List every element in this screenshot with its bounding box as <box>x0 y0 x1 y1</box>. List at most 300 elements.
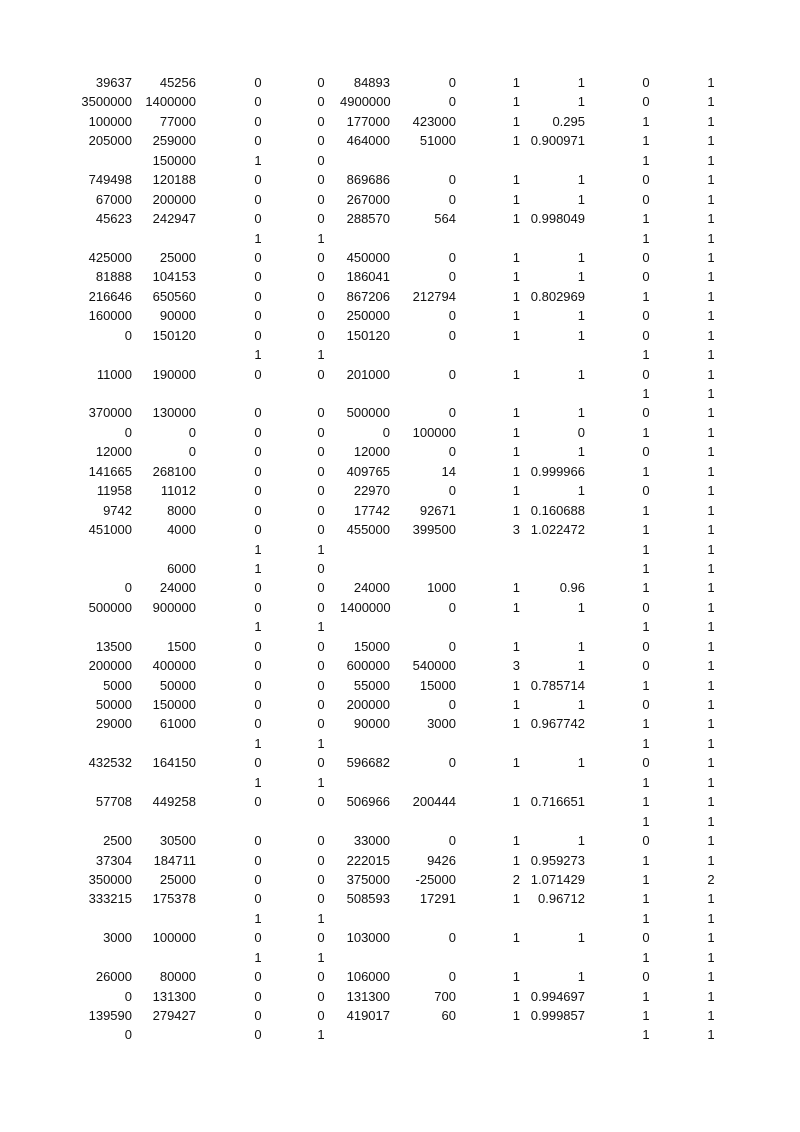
table-cell-col4: 1 <box>317 735 325 751</box>
table-cell-col3: 0 <box>254 580 262 596</box>
table-cell-col7: 1 <box>512 502 520 518</box>
table-cell-col3: 0 <box>254 930 262 946</box>
table-cell-col1: 29000 <box>95 716 132 732</box>
table-cell-col1: 0 <box>124 327 132 343</box>
table-cell-col5: 455000 <box>346 522 390 538</box>
table-cell-col4: 0 <box>317 969 325 985</box>
table-cell-col10: 1 <box>707 366 715 382</box>
table-cell-col9: 1 <box>642 211 650 227</box>
table-cell-col10: 1 <box>707 230 715 246</box>
table-cell-col7: 1 <box>512 677 520 693</box>
table-cell-col5: 596682 <box>346 755 390 771</box>
table-cell-col3: 0 <box>254 463 262 479</box>
table-cell-col7: 1 <box>512 697 520 712</box>
table-cell-col4: 0 <box>317 502 325 518</box>
table-cell-col10: 1 <box>707 424 715 440</box>
table-cell-col10: 1 <box>707 327 715 343</box>
table-cell-col10: 1 <box>707 969 715 985</box>
table-cell-col10: 1 <box>707 560 715 576</box>
table-cell-col6: 0 <box>448 75 456 90</box>
table-cell-col3: 0 <box>254 716 262 732</box>
table-cell-col5: 106000 <box>346 969 390 985</box>
table-cell-col8: 1 <box>577 755 585 771</box>
table-cell-col5: 869686 <box>346 172 390 188</box>
table-cell-col2: 268100 <box>152 463 196 479</box>
table-cell-col3: 0 <box>254 755 262 771</box>
table-cell-col3: 0 <box>254 1027 262 1043</box>
table-cell-col5: 506966 <box>346 794 390 810</box>
table-cell-col4: 1 <box>317 1027 325 1043</box>
table-cell-col10: 1 <box>707 697 715 712</box>
table-cell-col10: 1 <box>707 599 715 615</box>
table-cell-col1: 3000 <box>103 930 132 946</box>
table-cell-col8: 0.785714 <box>530 677 585 693</box>
table-cell-col9: 1 <box>642 541 650 557</box>
table-cell-col4: 0 <box>317 930 325 946</box>
table-cell-col8: 0.959273 <box>530 852 585 868</box>
table-cell-col10: 1 <box>707 813 715 829</box>
table-cell-col8: 1 <box>577 308 585 324</box>
table-cell-col3: 0 <box>254 366 262 382</box>
table-cell-col10: 1 <box>707 152 715 168</box>
table-cell-col3: 1 <box>254 541 262 557</box>
table-cell-col1: 205000 <box>88 133 132 149</box>
table-cell-col2: 0 <box>188 444 196 460</box>
table-cell-col4: 0 <box>317 638 325 654</box>
table-cell-col10: 1 <box>707 716 715 732</box>
table-cell-col2: 242947 <box>152 211 196 227</box>
table-cell-col4: 0 <box>317 269 325 285</box>
table-cell-col4: 1 <box>317 619 325 635</box>
table-cell-col10: 1 <box>707 269 715 285</box>
table-cell-col1: 0 <box>124 1027 132 1043</box>
table-cell-col8: 1.071429 <box>530 871 585 887</box>
table-cell-col10: 1 <box>707 483 715 499</box>
table-cell-col4: 0 <box>317 94 325 110</box>
table-cell-col3: 0 <box>254 1008 262 1023</box>
table-cell-col6: 0 <box>448 327 456 343</box>
table-cell-col2: 650560 <box>152 288 196 304</box>
table-cell-col8: 0.96712 <box>538 891 585 907</box>
table-cell-col5: 500000 <box>346 405 390 421</box>
table-cell-col3: 0 <box>254 697 262 712</box>
table-cell-col3: 0 <box>254 522 262 538</box>
table-cell-col4: 1 <box>317 774 325 790</box>
table-cell-col4: 0 <box>317 211 325 227</box>
table-cell-col9: 0 <box>642 833 650 849</box>
table-cell-col10: 1 <box>707 288 715 304</box>
table-cell-col6: 0 <box>448 269 456 285</box>
table-cell-col5: 867206 <box>346 288 390 304</box>
table-cell-col10: 1 <box>707 308 715 324</box>
table-cell-col6: 1000 <box>427 580 456 596</box>
table-cell-col10: 1 <box>707 522 715 538</box>
table-cell-col3: 1 <box>254 347 262 363</box>
table-cell-col4: 0 <box>317 522 325 538</box>
table-cell-col4: 0 <box>317 424 325 440</box>
table-cell-col1: 5000 <box>103 677 132 693</box>
table-cell-col3: 0 <box>254 658 262 674</box>
table-cell-col3: 0 <box>254 891 262 907</box>
table-cell-col10: 1 <box>707 794 715 810</box>
table-cell-col3: 0 <box>254 133 262 149</box>
table-cell-col2: 175378 <box>152 891 196 907</box>
table-cell-col10: 1 <box>707 133 715 149</box>
table-cell-col9: 1 <box>642 891 650 907</box>
table-cell-col7: 1 <box>512 988 520 1004</box>
table-cell-col3: 1 <box>254 619 262 635</box>
table-cell-col2: 25000 <box>159 871 196 887</box>
table-cell-col6: 0 <box>448 94 456 110</box>
table-cell-col5: 267000 <box>346 191 390 207</box>
table-cell-col8: 0 <box>577 424 585 440</box>
table-cell-col5: 90000 <box>353 716 390 732</box>
table-cell-col7: 1 <box>512 172 520 188</box>
table-cell-col9: 1 <box>642 113 650 129</box>
table-cell-col3: 0 <box>254 833 262 849</box>
table-cell-col8: 1 <box>577 75 585 90</box>
table-cell-col6: 0 <box>448 969 456 985</box>
table-cell-col8: 1 <box>577 969 585 985</box>
table-cell-col7: 1 <box>512 269 520 285</box>
table-cell-col1: 50000 <box>95 697 132 712</box>
table-cell-col9: 0 <box>642 327 650 343</box>
table-cell-col10: 1 <box>707 94 715 110</box>
table-cell-col1: 9742 <box>103 502 132 518</box>
table-cell-col9: 1 <box>642 424 650 440</box>
table-cell-col6: 51000 <box>419 133 456 149</box>
table-cell-col4: 0 <box>317 988 325 1004</box>
table-cell-col8: 1 <box>577 249 585 265</box>
table-cell-col4: 1 <box>317 541 325 557</box>
table-cell-col4: 0 <box>317 308 325 324</box>
table-cell-col7: 1 <box>512 308 520 324</box>
table-cell-col2: 900000 <box>152 599 196 615</box>
table-cell-col8: 1 <box>577 405 585 421</box>
table-cell-col10: 1 <box>707 658 715 674</box>
table-cell-col1: 216646 <box>88 288 132 304</box>
table-cell-col3: 1 <box>254 152 262 168</box>
table-cell-col1: 425000 <box>88 249 132 265</box>
table-cell-col3: 0 <box>254 94 262 110</box>
table-cell-col7: 1 <box>512 249 520 265</box>
table-cell-col2: 61000 <box>159 716 196 732</box>
table-cell-col2: 50000 <box>159 677 196 693</box>
table-cell-col9: 1 <box>642 871 650 887</box>
table-cell-col7: 1 <box>512 930 520 946</box>
table-cell-col3: 0 <box>254 269 262 285</box>
table-cell-col3: 0 <box>254 988 262 1004</box>
table-cell-col6: 0 <box>448 444 456 460</box>
table-cell-col6: 200444 <box>412 794 456 810</box>
table-cell-col3: 0 <box>254 288 262 304</box>
table-cell-col5: 33000 <box>353 833 390 849</box>
table-cell-col4: 0 <box>317 1008 325 1023</box>
table-cell-col4: 0 <box>317 327 325 343</box>
table-cell-col9: 0 <box>642 308 650 324</box>
table-cell-col3: 1 <box>254 910 262 926</box>
table-cell-col2: 150120 <box>152 327 196 343</box>
table-cell-col7: 1 <box>512 969 520 985</box>
table-cell-col1: 81888 <box>95 269 132 285</box>
table-cell-col10: 1 <box>707 891 715 907</box>
table-cell-col1: 432532 <box>88 755 132 771</box>
table-cell-col4: 1 <box>317 347 325 363</box>
table-cell-col3: 0 <box>254 871 262 887</box>
table-cell-col5: 600000 <box>346 658 390 674</box>
table-cell-col9: 0 <box>642 94 650 110</box>
table-cell-col1: 500000 <box>88 599 132 615</box>
table-cell-col6: 0 <box>448 172 456 188</box>
table-cell-col4: 0 <box>317 852 325 868</box>
table-cell-col3: 0 <box>254 502 262 518</box>
table-cell-col1: 45623 <box>95 211 132 227</box>
table-cell-col8: 1.022472 <box>530 522 585 538</box>
table-cell-col6: 0 <box>448 833 456 849</box>
table-cell-col9: 0 <box>642 658 650 674</box>
table-cell-col10: 1 <box>707 580 715 596</box>
table-cell-col3: 0 <box>254 444 262 460</box>
table-cell-col10: 1 <box>707 211 715 227</box>
table-cell-col6: 0 <box>448 697 456 712</box>
table-cell-col4: 0 <box>317 191 325 207</box>
table-cell-col5: 15000 <box>353 638 390 654</box>
table-cell-col2: 150000 <box>152 697 196 712</box>
table-cell-col10: 1 <box>707 444 715 460</box>
table-cell-col9: 0 <box>642 697 650 712</box>
table-cell-col8: 1 <box>577 172 585 188</box>
table-cell-col1: 0 <box>124 988 132 1004</box>
table-cell-col7: 1 <box>512 794 520 810</box>
table-cell-col6: 212794 <box>412 288 456 304</box>
table-cell-col1: 451000 <box>88 522 132 538</box>
table-cell-col7: 1 <box>512 75 520 90</box>
table-cell-col8: 1 <box>577 327 585 343</box>
table-cell-col10: 1 <box>707 113 715 129</box>
table-cell-col9: 1 <box>642 949 650 965</box>
table-cell-col5: 464000 <box>346 133 390 149</box>
table-cell-col7: 1 <box>512 599 520 615</box>
table-cell-col7: 1 <box>512 1008 520 1023</box>
table-cell-col2: 279427 <box>152 1008 196 1023</box>
table-cell-col3: 1 <box>254 560 262 576</box>
table-cell-col10: 1 <box>707 249 715 265</box>
table-cell-col8: 0.295 <box>552 113 585 129</box>
table-cell-col7: 1 <box>512 366 520 382</box>
table-cell-col9: 0 <box>642 483 650 499</box>
table-cell-col4: 0 <box>317 463 325 479</box>
table-cell-col1: 13500 <box>95 638 132 654</box>
table-cell-col9: 1 <box>642 133 650 149</box>
table-cell-col2: 6000 <box>167 560 196 576</box>
table-cell-col9: 1 <box>642 677 650 693</box>
table-cell-col9: 0 <box>642 366 650 382</box>
table-cell-col8: 1 <box>577 366 585 382</box>
table-cell-col6: 3000 <box>427 716 456 732</box>
table-cell-col6: 0 <box>448 599 456 615</box>
table-cell-col6: 15000 <box>419 677 456 693</box>
table-cell-col5: 450000 <box>346 249 390 265</box>
table-cell-col10: 1 <box>707 75 715 90</box>
table-cell-col4: 0 <box>317 677 325 693</box>
table-cell-col4: 0 <box>317 113 325 129</box>
table-cell-col10: 1 <box>707 1027 715 1043</box>
table-cell-col9: 0 <box>642 930 650 946</box>
table-cell-col4: 0 <box>317 599 325 615</box>
table-cell-col7: 1 <box>512 405 520 421</box>
table-cell-col2: 190000 <box>152 366 196 382</box>
table-cell-col7: 1 <box>512 638 520 654</box>
table-cell-col9: 1 <box>642 502 650 518</box>
table-cell-col9: 1 <box>642 910 650 926</box>
table-cell-col9: 0 <box>642 405 650 421</box>
table-cell-col2: 164150 <box>152 755 196 771</box>
table-cell-col8: 1 <box>577 697 585 712</box>
table-cell-col3: 0 <box>254 852 262 868</box>
table-cell-col7: 1 <box>512 327 520 343</box>
table-cell-col6: 0 <box>448 308 456 324</box>
table-cell-col6: 399500 <box>412 522 456 538</box>
table-cell-col10: 1 <box>707 463 715 479</box>
table-cell-col1: 0 <box>124 424 132 440</box>
table-cell-col2: 90000 <box>159 308 196 324</box>
table-cell-col2: 100000 <box>152 930 196 946</box>
table-cell-col5: 200000 <box>346 697 390 712</box>
table-cell-col7: 1 <box>512 891 520 907</box>
table-cell-col6: 9426 <box>427 852 456 868</box>
table-cell-col2: 400000 <box>152 658 196 674</box>
table-cell-col1: 11000 <box>96 366 132 382</box>
table-cell-col10: 1 <box>707 172 715 188</box>
table-cell-col2: 104153 <box>152 269 196 285</box>
table-cell-col2: 77000 <box>159 113 196 129</box>
table-cell-col9: 1 <box>642 794 650 810</box>
table-cell-col9: 1 <box>642 852 650 868</box>
table-cell-col2: 131300 <box>152 988 196 1004</box>
table-cell-col9: 1 <box>642 230 650 246</box>
table-cell-col7: 1 <box>512 191 520 207</box>
table-cell-col9: 1 <box>642 152 650 168</box>
table-cell-col7: 3 <box>512 522 520 538</box>
table-cell-col5: 201000 <box>346 366 390 382</box>
table-cell-col3: 0 <box>254 327 262 343</box>
table-cell-col6: 0 <box>448 191 456 207</box>
table-cell-col9: 1 <box>642 1027 650 1043</box>
table-cell-col9: 1 <box>642 1008 650 1023</box>
table-cell-col1: 370000 <box>88 405 132 421</box>
table-cell-col5: 4900000 <box>340 94 391 110</box>
table-cell-col7: 1 <box>512 755 520 771</box>
table-cell-col7: 1 <box>512 463 520 479</box>
table-cell-col5: 103000 <box>346 930 390 946</box>
table-cell-col4: 0 <box>317 755 325 771</box>
table-cell-col8: 0.96 <box>559 580 585 596</box>
table-cell-col10: 1 <box>707 677 715 693</box>
table-cell-col5: 22970 <box>353 483 390 499</box>
table-cell-col3: 0 <box>254 794 262 810</box>
table-cell-col8: 1 <box>577 599 585 615</box>
table-cell-col6: 0 <box>448 638 456 654</box>
table-cell-col6: 60 <box>441 1008 456 1023</box>
table-cell-col5: 0 <box>382 424 390 440</box>
table-cell-col2: 184711 <box>153 852 196 868</box>
table-cell-col3: 0 <box>254 172 262 188</box>
table-cell-col10: 1 <box>707 833 715 849</box>
table-cell-col9: 0 <box>642 249 650 265</box>
table-cell-col2: 0 <box>188 424 196 440</box>
table-cell-col9: 0 <box>642 969 650 985</box>
table-cell-col6: 0 <box>448 249 456 265</box>
table-cell-col3: 0 <box>254 424 262 440</box>
table-cell-col3: 1 <box>254 949 262 965</box>
table-cell-col9: 1 <box>642 716 650 732</box>
table-cell-col6: 540000 <box>412 658 456 674</box>
table-cell-col4: 0 <box>317 716 325 732</box>
table-cell-col8: 1 <box>577 444 585 460</box>
table-cell-col6: -25000 <box>415 871 456 887</box>
table-cell-col6: 0 <box>448 483 456 499</box>
table-cell-col5: 375000 <box>346 871 390 887</box>
table-cell-col9: 1 <box>642 522 650 538</box>
table-cell-col1: 39637 <box>95 75 132 90</box>
table-cell-col5: 419017 <box>346 1008 390 1023</box>
table-cell-col5: 177000 <box>346 113 390 129</box>
table-cell-col5: 24000 <box>353 580 390 596</box>
table-cell-col9: 1 <box>642 347 650 363</box>
table-cell-col9: 1 <box>642 813 650 829</box>
table-cell-col9: 0 <box>642 75 650 90</box>
table-cell-col1: 749498 <box>88 172 132 188</box>
table-cell-col5: 250000 <box>346 308 390 324</box>
table-cell-col3: 0 <box>254 638 262 654</box>
table-cell-col6: 14 <box>441 463 456 479</box>
table-cell-col10: 1 <box>707 638 715 654</box>
table-cell-col9: 1 <box>642 774 650 790</box>
table-cell-col3: 0 <box>254 249 262 265</box>
table-cell-col1: 100000 <box>88 113 132 129</box>
table-cell-col3: 0 <box>254 191 262 207</box>
table-cell-col6: 423000 <box>412 113 456 129</box>
table-cell-col9: 0 <box>642 191 650 207</box>
table-cell-col5: 222015 <box>346 852 390 868</box>
table-cell-col8: 1 <box>577 930 585 946</box>
table-cell-col10: 1 <box>707 774 715 790</box>
table-cell-col3: 1 <box>254 230 262 246</box>
table-cell-col3: 0 <box>254 599 262 615</box>
table-cell-col5: 409765 <box>346 463 390 479</box>
table-cell-col5: 12000 <box>353 444 390 460</box>
table-cell-col6: 100000 <box>412 424 456 440</box>
table-cell-col2: 30500 <box>159 833 196 849</box>
table-cell-col2: 11012 <box>160 483 196 499</box>
table-cell-col2: 4000 <box>167 522 196 538</box>
table-cell-col3: 0 <box>254 75 262 90</box>
table-cell-col1: 3500000 <box>81 94 132 110</box>
table-cell-col8: 1 <box>577 94 585 110</box>
table-cell-col4: 0 <box>317 288 325 304</box>
table-cell-col2: 130000 <box>152 405 196 421</box>
table-cell-col4: 1 <box>317 230 325 246</box>
table-cell-col4: 1 <box>317 910 325 926</box>
table-cell-col3: 0 <box>254 308 262 324</box>
table-cell-col4: 0 <box>317 891 325 907</box>
table-cell-col10: 1 <box>707 541 715 557</box>
table-cell-col8: 0.994697 <box>530 988 585 1004</box>
table-cell-col8: 0.999966 <box>530 463 585 479</box>
table-cell-col10: 1 <box>707 347 715 363</box>
table-cell-col7: 1 <box>512 580 520 596</box>
table-cell-col4: 0 <box>317 75 325 90</box>
